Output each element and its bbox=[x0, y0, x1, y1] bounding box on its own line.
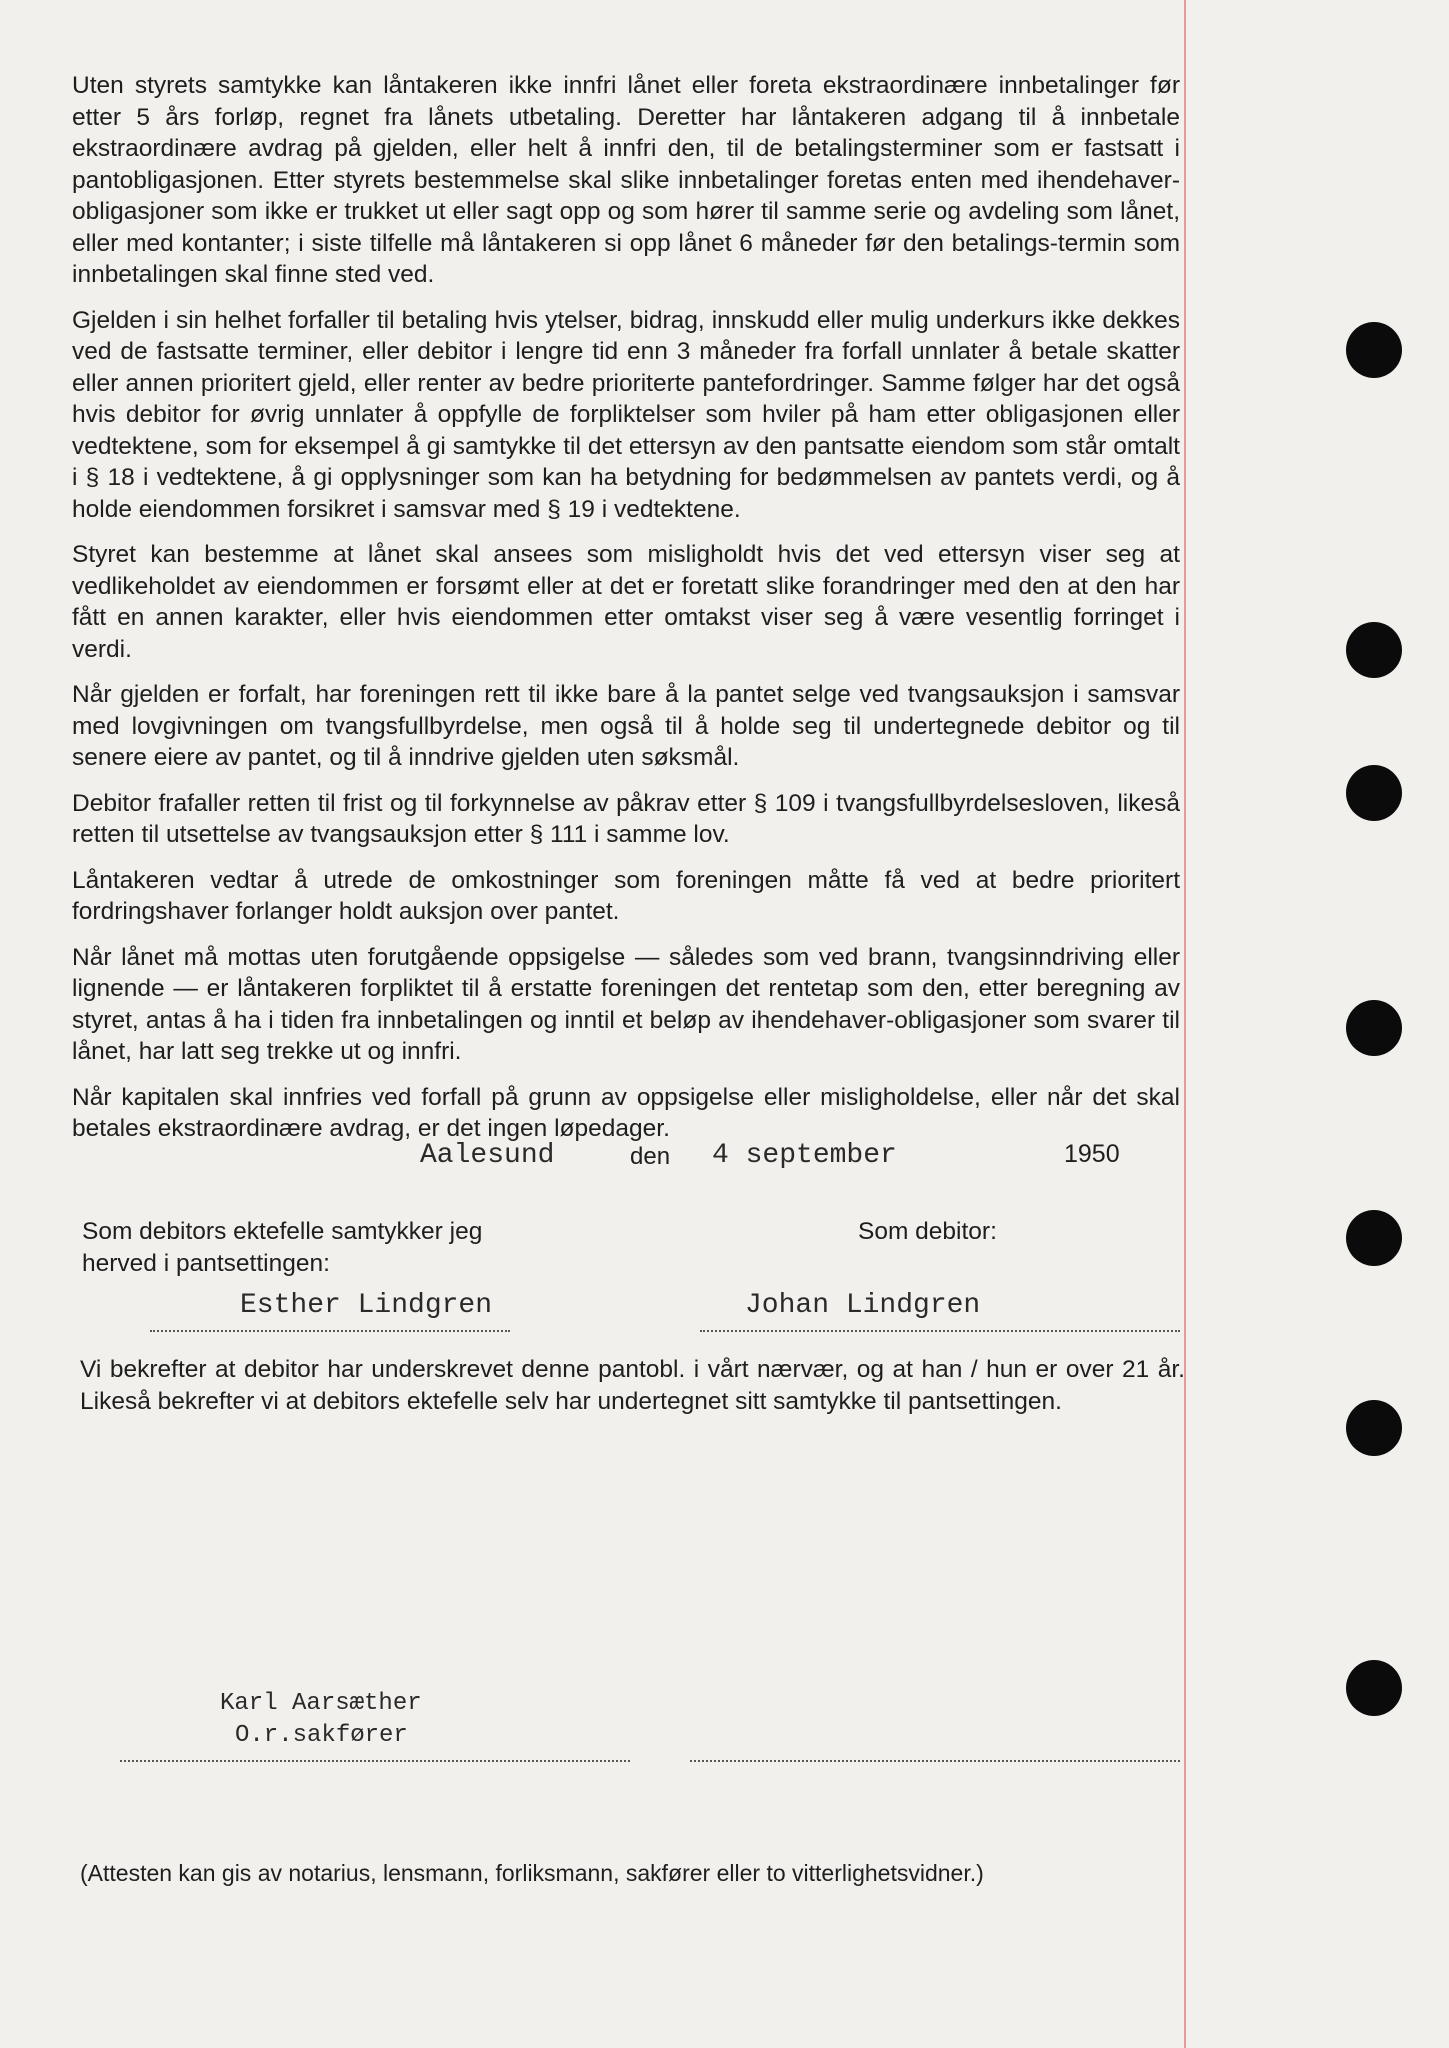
punch-hole bbox=[1346, 1660, 1402, 1716]
date: 4 september bbox=[712, 1140, 897, 1171]
debtor-signature: Johan Lindgren bbox=[745, 1290, 981, 1321]
punch-hole bbox=[1346, 322, 1402, 378]
witness-title: O.r.sakfører bbox=[235, 1722, 408, 1749]
paragraph: Når kapitalen skal innfries ved forfall på grunn av oppsigelse eller misligholdelse, eller når det skal betales ekstraordinære avdrag, er det ingen løpedager. bbox=[72, 1083, 1180, 1142]
punch-hole bbox=[1346, 622, 1402, 678]
spouse-consent-label: Som debitors ektefelle samtykker jeg herved i pantsettingen: bbox=[82, 1218, 483, 1277]
paragraph: Debitor frafaller retten til frist og til forkynnelse av påkrav etter § 109 i tvangsfullbyrdelsesloven, likeså retten til utsettelse av tvangsauksjon etter § 111 i samme lov. bbox=[72, 789, 1180, 848]
place-date-line bbox=[0, 1140, 1184, 1180]
terms-text bbox=[72, 70, 1180, 1159]
paragraph: Låntakeren vedtar å utrede de omkostninger som foreningen måtte få ved at bedre prioritert fordringshaver forlanger holdt auksjon over pantet. bbox=[72, 866, 1180, 925]
spouse-signature-line bbox=[150, 1330, 510, 1332]
attestation-footnote: (Attesten kan gis av notarius, lensmann, forliksmann, sakfører eller to vitterlighetsvidner.) bbox=[80, 1860, 984, 1886]
paragraph: Når gjelden er forfalt, har foreningen rett til ikke bare å la pantet selge ved tvangsauksjon i samsvar med lovgivningen om tvangsfullbyrdelse, men også til å holde seg til undertegnede debitor og til senere eiere av pantet, og til å inndrive gjelden uten søksmål. bbox=[72, 681, 1180, 771]
margin-line bbox=[1184, 0, 1186, 2048]
spouse-signature: Esther Lindgren bbox=[240, 1290, 493, 1321]
attestation-text: Vi bekrefter at debitor har underskrevet denne pantobl. i vårt nærvær, og at han / hun er over 21 år. Likeså bekrefter vi at debitors ektefelle selv har undertegnet sitt samtykke til pantsettingen. bbox=[80, 1356, 1185, 1415]
second-witness-line bbox=[690, 1760, 1180, 1762]
paragraph: Når lånet må mottas uten forutgående oppsigelse — således som ved brann, tvangsinndriving eller lignende — er låntakeren forpliktet til å erstatte foreningen det rentetap som den, etter beregning av styret, antas å ha i tiden fra innbetalingen og inntil et beløp av ihendehaver-obligasjoner som svarer til lånet, har latt seg trekke ut og innfri. bbox=[72, 943, 1180, 1065]
debtor-signature-line bbox=[700, 1330, 1180, 1332]
place: Aalesund bbox=[420, 1140, 555, 1171]
punch-hole bbox=[1346, 1210, 1402, 1266]
paragraph: Gjelden i sin helhet forfaller til betaling hvis ytelser, bidrag, innskudd eller mulig underkurs ikke dekkes ved de fastsatte terminer, eller debitor i lengre tid enn 3 måneder fra forfall unnlater å betale skatter eller annen prioritert gjeld, eller renter av bedre prioriterte pantefordringer. Samme følger har det også hvis debitor for øvrig unnlater å oppfylle de forpliktelser som hviler på ham etter obligasjonen eller vedtektene, som for eksempel å gi samtykke til det ettersyn av den pantsatte eiendom som står omtalt i § 18 i vedtektene, å gi opplysninger som kan ha betydning for bedømmelsen av pantets verdi, og å holde eiendommen forsikret i samsvar med § 19 i vedtektene. bbox=[72, 306, 1180, 523]
year: 1950 bbox=[1064, 1140, 1120, 1168]
witness-name: Karl Aarsæther bbox=[220, 1690, 422, 1717]
debtor-label: Som debitor: bbox=[858, 1218, 997, 1245]
paragraph: Styret kan bestemme at lånet skal ansees som misligholdt hvis det ved ettersyn viser seg at vedlikeholdet av eiendommen er forsømt eller at det er foretatt slike forandringer med den at den har fått en annen karakter, eller hvis eiendommen etter omtakst viser seg å være vesentlig forringet i verdi. bbox=[72, 541, 1180, 663]
punch-hole bbox=[1346, 765, 1402, 821]
paragraph: Uten styrets samtykke kan låntakeren ikke innfri lånet eller foreta ekstraordinære innbetalinger før etter 5 års forløp, regnet fra lånets utbetaling. Deretter har låntakeren adgang til å innbetale ekstraordinære avdrag på gjelden, eller helt å innfri den, til de betalingsterminer som er fastsatt i pantobligasjonen. Etter styrets bestemmelse skal slike innbetalinger foretas enten med ihendehaver-obligasjoner som ikke er trukket ut eller sagt opp og som hører til samme serie og avdeling som lånet, eller med kontanter; i siste tilfelle må låntakeren si opp lånet 6 måneder før den betalings-termin som innbetalingen skal finne sted ved. bbox=[72, 72, 1180, 288]
den-label: den bbox=[630, 1143, 671, 1170]
witness-signature-line bbox=[120, 1760, 630, 1762]
punch-hole bbox=[1346, 1000, 1402, 1056]
punch-hole bbox=[1346, 1400, 1402, 1456]
